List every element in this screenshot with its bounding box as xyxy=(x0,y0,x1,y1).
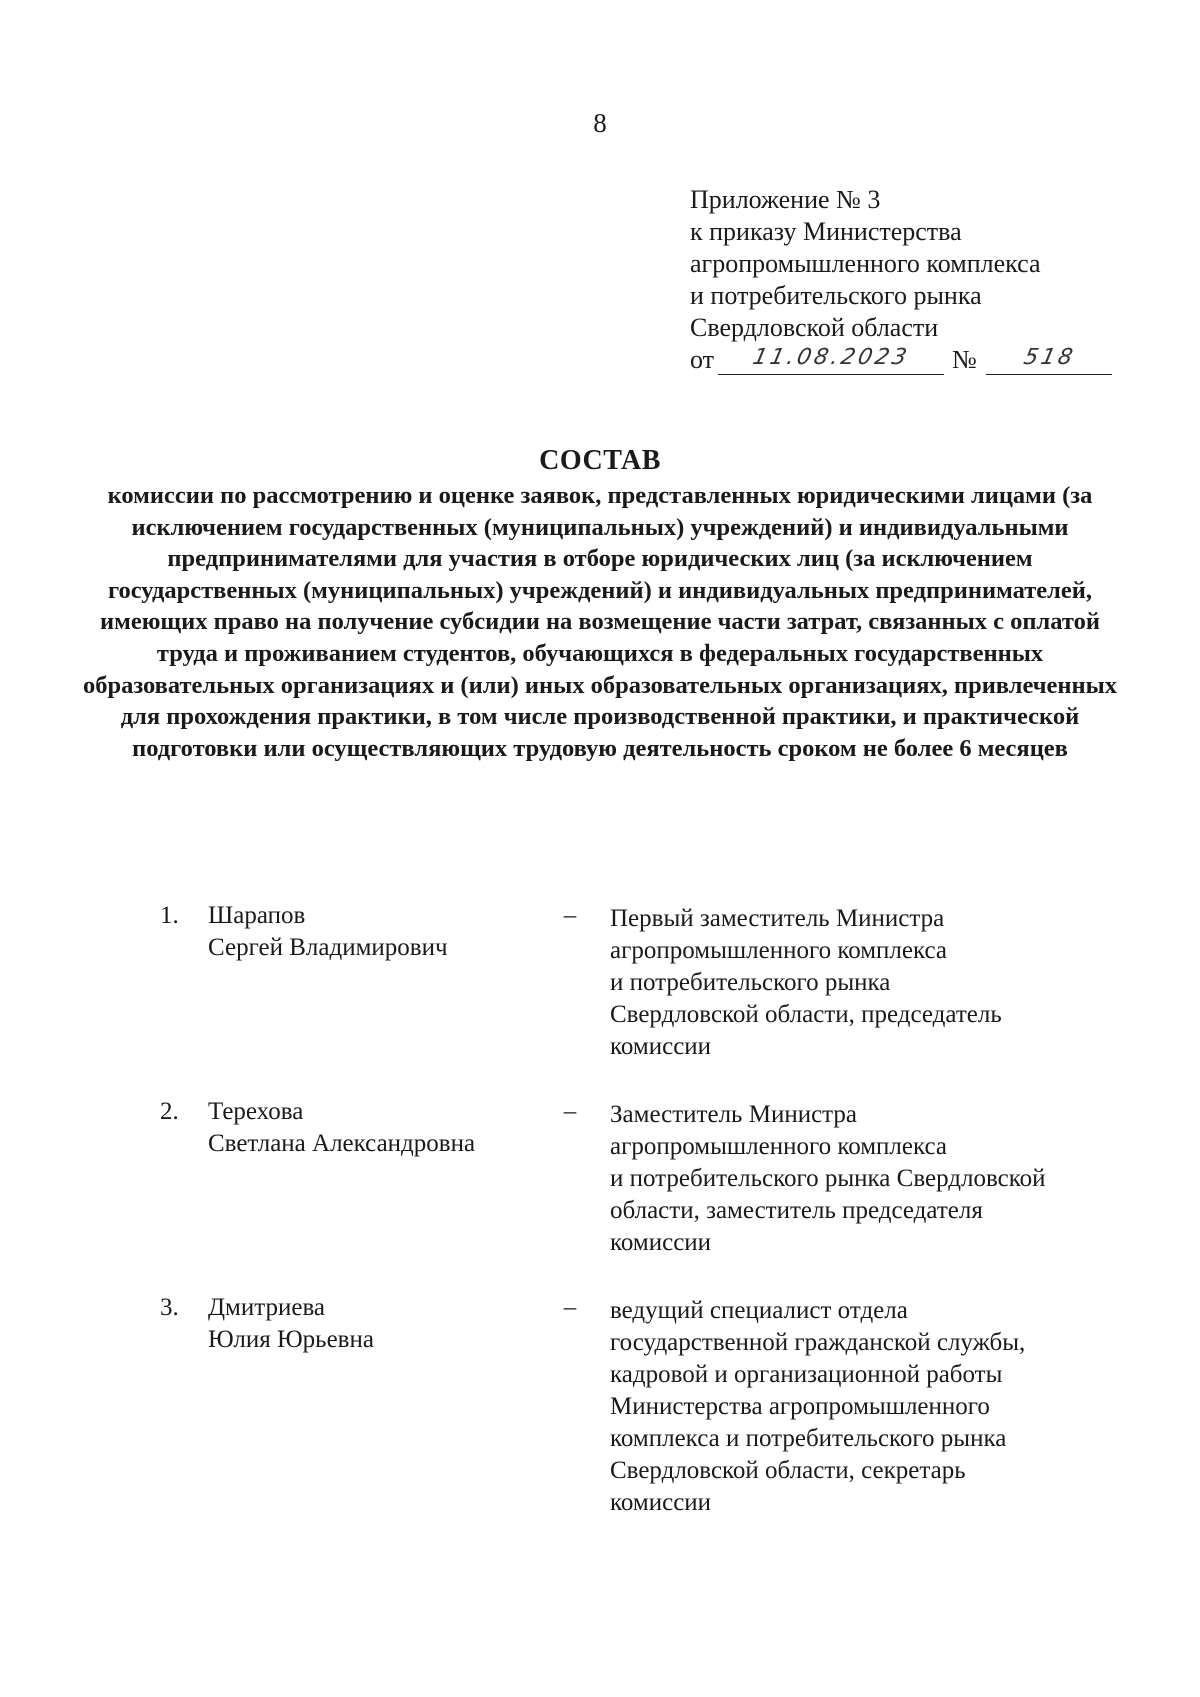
member-dash: – xyxy=(563,902,577,929)
document-title xyxy=(0,444,1200,764)
member-number: 3. xyxy=(160,1294,179,1321)
appendix-line: и потребительского рынка xyxy=(690,281,982,310)
member-dash: – xyxy=(563,1098,577,1125)
member-number: 1. xyxy=(160,902,179,929)
member-role-line: и потребительского рынка Свердловской xyxy=(610,1165,1046,1192)
appendix-line: Свердловской области xyxy=(690,313,939,342)
member-role-line: Первый заместитель Министра xyxy=(610,905,945,932)
member-role-line: комиссии xyxy=(610,1489,712,1516)
member-role xyxy=(610,1295,1130,1519)
member-role-line: Министерства агропромышленного xyxy=(610,1393,990,1420)
date-field xyxy=(718,340,944,375)
member-role-line: ведущий специалист отдела xyxy=(610,1297,908,1324)
member-role-line: Свердловской области, секретарь xyxy=(610,1457,966,1484)
member-role-line: комиссии xyxy=(610,1033,712,1060)
member-number: 2. xyxy=(160,1098,179,1125)
member-role xyxy=(610,903,1130,1063)
appendix-line: Приложение № 3 xyxy=(690,185,881,214)
handwritten-date: 11.08.2023 xyxy=(750,345,912,370)
member-surname: Шарапов xyxy=(208,902,306,929)
member-name xyxy=(208,900,548,964)
handwritten-number: 518 xyxy=(1020,345,1078,370)
member-given-names: Юлия Юрьевна xyxy=(208,1326,374,1353)
member-role-line: агропромышленного комплекса xyxy=(610,1133,948,1160)
page-number: 8 xyxy=(593,108,607,138)
member-given-names: Сергей Владимирович xyxy=(208,934,448,961)
member-role-line: области, заместитель председателя xyxy=(610,1197,983,1224)
appendix-header xyxy=(690,184,1078,380)
number-field xyxy=(986,340,1112,375)
member-given-names: Светлана Александровна xyxy=(208,1130,476,1157)
member-dash: – xyxy=(563,1294,577,1321)
member-role-line: Свердловской области, председатель xyxy=(610,1001,1002,1028)
date-label: от xyxy=(690,345,715,374)
number-label: № xyxy=(952,345,977,374)
member-role-line: агропромышленного комплекса xyxy=(610,937,948,964)
title-heading: СОСТАВ xyxy=(539,445,661,476)
member-role-line: государственной гражданской службы, xyxy=(610,1329,1026,1356)
member-name xyxy=(208,1096,548,1160)
member-role xyxy=(610,1099,1130,1259)
appendix-line: агропромышленного комплекса xyxy=(690,249,1041,278)
member-name xyxy=(208,1292,548,1356)
appendix-line: к приказу Министерства xyxy=(690,217,962,246)
member-role-line: и потребительского рынка xyxy=(610,969,891,996)
date-number-line xyxy=(690,344,1078,380)
member-role-line: Заместитель Министра xyxy=(610,1101,857,1128)
member-surname: Терехова xyxy=(208,1098,304,1125)
title-subtitle: комиссии по рассмотрению и оценке заявок, представленных юридическими лицами (за исключением государственных (муниципальных) учреждений) и индивидуальными предпринимателями для участия в отборе юридических лиц (за исключением государственных (муниципальных) учреждений) и индивидуальных предпринимателей, имеющих право на получение субсидии на возмещение части затрат, связанных с оплатой труда и проживанием студентов, обучающихся в федеральных государственных образовательных организациях и (или) иных образовательных организациях, привлеченных для прохождения практики, в том числе производственной практики, и практической подготовки или осуществляющих трудовую деятельность сроком не более 6 месяцев xyxy=(82,482,1118,762)
member-role-line: комплекса и потребительского рынка xyxy=(610,1425,1007,1452)
member-role-line: кадровой и организационной работы xyxy=(610,1361,1003,1388)
member-role-line: комиссии xyxy=(610,1229,712,1256)
member-surname: Дмитриева xyxy=(208,1294,326,1321)
